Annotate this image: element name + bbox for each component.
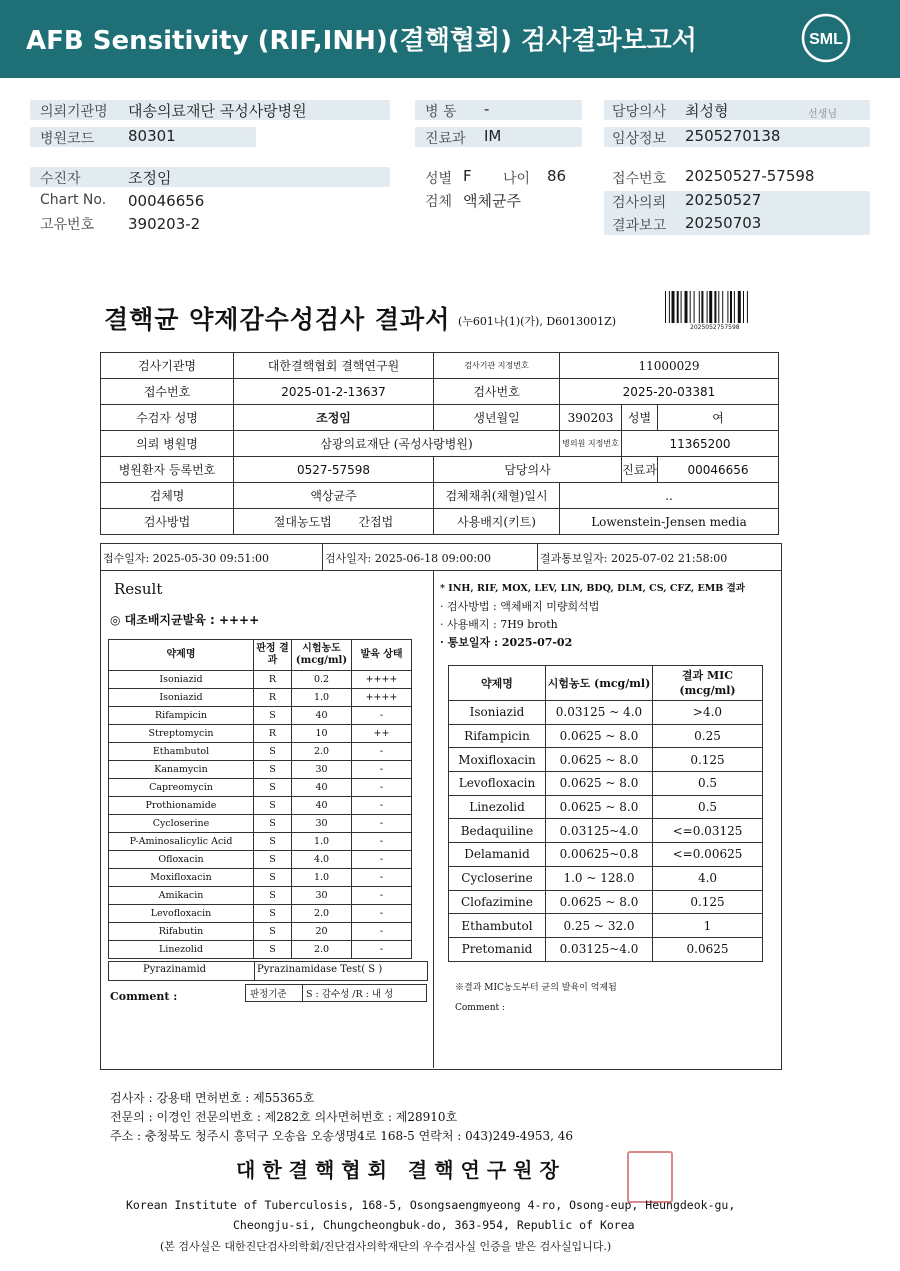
info-cell: 성별: [622, 405, 658, 431]
t1-cell: Ethambutol: [109, 743, 254, 761]
t1-row: [109, 833, 412, 851]
t2-cell: 0.03125 ~ 4.0: [546, 701, 653, 725]
t1-cell: Levofloxacin: [109, 905, 254, 923]
t2-cell: 0.00625~0.8: [546, 843, 653, 867]
t1-cell: -: [352, 815, 412, 833]
t2-row: [449, 866, 763, 890]
info-cell: 2025-20-03381: [560, 379, 779, 405]
t1-row: [109, 671, 412, 689]
t1-cell: Prothionamide: [109, 797, 254, 815]
sex-value: F: [463, 167, 472, 185]
sml-logo: [800, 12, 852, 64]
t2-cell: Linezolid: [449, 795, 546, 819]
t1-cell: P-Aminosalicylic Acid: [109, 833, 254, 851]
sex-label: 성별: [425, 171, 453, 187]
t1-cell: R: [254, 689, 292, 707]
age-label: 나이: [503, 171, 531, 187]
t1-cell: 2.0: [292, 905, 352, 923]
chart-label: Chart No.: [40, 192, 107, 208]
t2-cell: Bedaquiline: [449, 819, 546, 843]
info-cell: 병원환자 등록번호: [101, 457, 234, 483]
t2-row: [449, 795, 763, 819]
t2-row: [449, 914, 763, 938]
t2-cell: Isoniazid: [449, 701, 546, 725]
doc-value: 최성형: [685, 102, 729, 120]
t1-row: [109, 779, 412, 797]
t1-header: 발육 상태: [352, 640, 412, 671]
criteria-label: 판정기준: [250, 989, 287, 1000]
t1-header: 판정 결과: [254, 640, 292, 671]
req-value: 20250527: [685, 191, 762, 209]
age-value: 86: [547, 167, 567, 185]
criteria-divider: [302, 985, 303, 1001]
t1-cell: 10: [292, 725, 352, 743]
t2-cell: Rifampicin: [449, 724, 546, 748]
t2-row: [449, 748, 763, 772]
t1-cell: 20: [292, 923, 352, 941]
footer-org: 대한결핵협회 결핵연구원장: [236, 1158, 566, 1182]
t2-cell: 0.0625: [653, 937, 763, 961]
t1-cell: 40: [292, 797, 352, 815]
info-cell: 검사기관 지정번호: [434, 353, 560, 379]
t1-cell: S: [254, 779, 292, 797]
info-cell: 검사번호: [434, 379, 560, 405]
t1-cell: 1.0: [292, 689, 352, 707]
t2-row: [449, 937, 763, 961]
t1-cell: -: [352, 905, 412, 923]
t2-header: 결과 MIC (mcg/ml): [653, 666, 763, 701]
barcode-image: [665, 291, 775, 323]
t2-cell: >4.0: [653, 701, 763, 725]
t1-cell: S: [254, 707, 292, 725]
logo-text: SML: [809, 31, 843, 48]
t2-row: [449, 772, 763, 796]
t1-row: [109, 941, 412, 959]
t1-cell: Cycloserine: [109, 815, 254, 833]
t2-cell: 1: [653, 914, 763, 938]
footer-en-2: Cheongju-si, Chungcheongbuk-do, 363-954, Republic of Korea: [233, 1218, 635, 1232]
t1-row: [109, 743, 412, 761]
comment-label: Comment :: [110, 990, 178, 1003]
criteria-box: [245, 984, 427, 1002]
t2-cell: Moxifloxacin: [449, 748, 546, 772]
t2-row: [449, 819, 763, 843]
rep-label: 결과보고: [612, 218, 667, 234]
t1-cell: S: [254, 923, 292, 941]
dates-row: [100, 543, 782, 571]
t2-row: [449, 843, 763, 867]
t1-row: [109, 869, 412, 887]
t1-cell: S: [254, 869, 292, 887]
t2-row: [449, 701, 763, 725]
info-cell: 2025-01-2-13637: [234, 379, 434, 405]
footer-en-1: Korean Institute of Tuberculosis, 168-5, Osongsaengmyeong 4-ro, Osong-eup, Heungdeok-gu,: [126, 1198, 736, 1212]
t1-cell: S: [254, 833, 292, 851]
t1-cell: 40: [292, 779, 352, 797]
t2-cell: <=0.03125: [653, 819, 763, 843]
doc-label: 담당의사: [612, 104, 667, 120]
report-header: [0, 0, 900, 78]
spec-value: 액체균주: [463, 192, 521, 210]
t2-cell: Ethambutol: [449, 914, 546, 938]
info-cell: 조정임: [234, 405, 434, 431]
t1-row: [109, 905, 412, 923]
t1-cell: Capreomycin: [109, 779, 254, 797]
info-cell: 검체채취(채혈)일시: [434, 483, 560, 509]
t2-cell: 0.03125~4.0: [546, 937, 653, 961]
t1-cell: R: [254, 725, 292, 743]
info-cell: ..: [560, 483, 779, 509]
inst-label: 의뢰기관명: [40, 104, 108, 120]
t2-row: [449, 890, 763, 914]
t2-cell: 0.25: [653, 724, 763, 748]
t1-cell: Moxifloxacin: [109, 869, 254, 887]
t1-cell: 30: [292, 887, 352, 905]
info-cell: 수검자 성명: [101, 405, 234, 431]
t2-cell: 0.125: [653, 890, 763, 914]
t1-cell: -: [352, 707, 412, 725]
t1-cell: -: [352, 869, 412, 887]
t2-cell: 4.0: [653, 866, 763, 890]
info-cell: 접수번호: [101, 379, 234, 405]
t1-cell: R: [254, 671, 292, 689]
t1-row: [109, 851, 412, 869]
t1-cell: Streptomycin: [109, 725, 254, 743]
t1-cell: -: [352, 923, 412, 941]
info-cell: 0527-57598: [234, 457, 434, 483]
mic-comment: Comment :: [455, 1003, 506, 1013]
t1-cell: 0.2: [292, 671, 352, 689]
info-cell: 사용배지(키트): [434, 509, 560, 535]
info-cell: 의뢰 병원명: [101, 431, 234, 457]
recv-label: 접수번호: [612, 171, 667, 187]
t1-cell: S: [254, 761, 292, 779]
info-cell: 11365200: [622, 431, 779, 457]
t1-cell: 1.0: [292, 869, 352, 887]
dept-label: 진료과: [425, 131, 466, 147]
t1-row: [109, 761, 412, 779]
inst-value: 대송의료재단 곡성사랑병원: [128, 102, 307, 120]
t2-cell: 0.0625 ~ 8.0: [546, 890, 653, 914]
t1-cell: 1.0: [292, 833, 352, 851]
t1-row: [109, 725, 412, 743]
barcode-number: 2025052757598: [690, 324, 740, 331]
pyr-drug: Pyrazinamid: [143, 964, 207, 975]
solid-media-table: [108, 639, 412, 959]
t1-cell: ++++: [352, 671, 412, 689]
t1-cell: -: [352, 797, 412, 815]
dates-divider: [537, 544, 538, 570]
control-growth: ◎ 대조배지균발육 : ++++: [110, 613, 260, 627]
t2-cell: Delamanid: [449, 843, 546, 867]
t2-header: 약제명: [449, 666, 546, 701]
uid-value: 390203-2: [128, 215, 201, 233]
notify-date: 결과통보일자: 2025-07-02 21:58:00: [540, 552, 728, 565]
t1-cell: S: [254, 887, 292, 905]
recv-date: 접수일자: 2025-05-30 09:51:00: [103, 552, 270, 565]
t1-cell: Kanamycin: [109, 761, 254, 779]
info-cell: 검체명: [101, 483, 234, 509]
spec-label: 검체: [425, 194, 453, 210]
pyrazinamid-row: [108, 961, 428, 981]
t2-cell: Pretomanid: [449, 937, 546, 961]
rep-value: 20250703: [685, 214, 762, 232]
mic-footnote: ※결과 MIC농도부터 균의 발육이 억제됨: [455, 983, 617, 993]
t2-header: 시험농도 (mcg/ml): [546, 666, 653, 701]
report-doc-subtitle: (누601나(1)(가), D6013001Z): [458, 315, 617, 328]
mic-note-method: · 검사방법 : 액체배지 미량희석법: [440, 600, 600, 613]
footer-examiner: 검사자 : 강용태 면허번호 : 제55365호: [110, 1091, 315, 1105]
code-label: 병원코드: [40, 131, 95, 147]
report-title: AFB Sensitivity (RIF,INH)(결핵협회) 검사결과보고서: [26, 26, 697, 56]
info-cell: 11000029: [560, 353, 779, 379]
t1-cell: 30: [292, 815, 352, 833]
info-cell: 액상균주: [234, 483, 434, 509]
t1-cell: 2.0: [292, 743, 352, 761]
t1-cell: ++++: [352, 689, 412, 707]
info-cell: 진료과: [622, 457, 658, 483]
t1-cell: Rifabutin: [109, 923, 254, 941]
info-cell: 대한결핵협회 결핵연구원: [234, 353, 434, 379]
t2-cell: 1.0 ~ 128.0: [546, 866, 653, 890]
t1-row: [109, 923, 412, 941]
info-cell: 병의원 지정번호: [560, 431, 622, 457]
t1-cell: 30: [292, 761, 352, 779]
code-value: 80301: [128, 127, 176, 145]
name-bar: [30, 167, 390, 187]
mic-note-date: · 통보일자 : 2025-07-02: [440, 636, 573, 649]
t1-cell: 4.0: [292, 851, 352, 869]
result-label: Result: [114, 580, 163, 598]
clin-value: 2505270138: [685, 127, 781, 145]
info-cell: 생년월일: [434, 405, 560, 431]
t1-cell: -: [352, 833, 412, 851]
ward-value: -: [484, 100, 490, 118]
t1-cell: 40: [292, 707, 352, 725]
t1-cell: Amikacin: [109, 887, 254, 905]
method-b: 간접법: [358, 515, 394, 529]
t2-cell: Levofloxacin: [449, 772, 546, 796]
t1-cell: S: [254, 815, 292, 833]
t1-cell: Rifampicin: [109, 707, 254, 725]
t1-row: [109, 797, 412, 815]
footer-address: 주소 : 충청북도 청주시 흥덕구 오송읍 오송생명4로 168-5 연락처 : 043)249-4953, 46: [110, 1129, 574, 1143]
results-divider: [433, 570, 434, 1068]
ward-label: 병 동: [425, 104, 457, 120]
t1-header: 시험농도 (mcg/ml): [292, 640, 352, 671]
method-a: 절대농도법: [273, 515, 332, 529]
t1-row: [109, 815, 412, 833]
footer-specialist: 전문의 : 이경인 전문의번호 : 제282호 의사면허번호 : 제28910호: [110, 1110, 458, 1124]
doc-suffix: 선생님: [808, 109, 837, 120]
info-cell: 여: [658, 405, 779, 431]
t2-cell: 0.03125~4.0: [546, 819, 653, 843]
t1-cell: -: [352, 761, 412, 779]
chart-value: 00046656: [128, 192, 205, 210]
mic-note-media: · 사용배지 : 7H9 broth: [440, 618, 558, 631]
info-cell: 삼광의료재단 (곡성사랑병원): [234, 431, 560, 457]
t1-cell: 2.0: [292, 941, 352, 959]
t1-row: [109, 887, 412, 905]
mic-note-title: * INH, RIF, MOX, LEV, LIN, BDQ, DLM, CS, CFZ, EMB 결과: [440, 583, 745, 594]
uid-label: 고유번호: [40, 217, 95, 233]
t2-cell: 0.0625 ~ 8.0: [546, 795, 653, 819]
footer-cert: (본 검사실은 대한진단검사의학회/진단검사의학재단의 우수검사실 인증을 받은 검사실입니다.): [160, 1240, 612, 1253]
t1-cell: S: [254, 941, 292, 959]
t1-cell: S: [254, 743, 292, 761]
info-cell: 담당의사: [434, 457, 622, 483]
t2-cell: 0.5: [653, 795, 763, 819]
t1-cell: S: [254, 905, 292, 923]
dept-value: IM: [484, 127, 502, 145]
t1-cell: Linezolid: [109, 941, 254, 959]
t1-cell: Ofloxacin: [109, 851, 254, 869]
t1-cell: -: [352, 851, 412, 869]
t1-cell: ++: [352, 725, 412, 743]
name-value: 조정임: [128, 169, 172, 187]
t1-cell: -: [352, 887, 412, 905]
t2-cell: 0.0625 ~ 8.0: [546, 748, 653, 772]
t1-cell: Isoniazid: [109, 671, 254, 689]
t1-header: 약제명: [109, 640, 254, 671]
t2-cell: 0.125: [653, 748, 763, 772]
info-cell: 00046656: [658, 457, 779, 483]
info-cell: 검사기관명: [101, 353, 234, 379]
t1-row: [109, 707, 412, 725]
info-cell: [234, 509, 434, 535]
t2-row: [449, 724, 763, 748]
report-doc-title: 결핵균 약제감수성검사 결과서: [104, 305, 451, 334]
t1-cell: -: [352, 941, 412, 959]
info-cell: 검사방법: [101, 509, 234, 535]
report-info-table: [100, 352, 779, 535]
t1-cell: -: [352, 743, 412, 761]
t1-cell: S: [254, 851, 292, 869]
clin-label: 임상정보: [612, 131, 667, 147]
t1-cell: Isoniazid: [109, 689, 254, 707]
info-cell: 390203: [560, 405, 622, 431]
t1-cell: -: [352, 779, 412, 797]
t2-cell: 0.25 ~ 32.0: [546, 914, 653, 938]
dates-divider: [322, 544, 323, 570]
official-seal: [627, 1151, 673, 1203]
t2-cell: 0.0625 ~ 8.0: [546, 724, 653, 748]
t2-cell: 0.0625 ~ 8.0: [546, 772, 653, 796]
mic-table: [448, 665, 763, 962]
pyr-divider: [254, 962, 255, 980]
test-date: 검사일자: 2025-06-18 09:00:00: [325, 552, 492, 565]
pyr-result: Pyrazinamidase Test( S ): [257, 964, 383, 975]
criteria-value: S : 감수성 /R : 내 성: [306, 989, 394, 1000]
info-cell: Lowenstein-Jensen media: [560, 509, 779, 535]
name-label: 수진자: [40, 171, 81, 187]
req-label: 검사의뢰: [612, 195, 667, 211]
t1-row: [109, 689, 412, 707]
recv-value: 20250527-57598: [685, 167, 815, 185]
t1-cell: S: [254, 797, 292, 815]
t2-cell: <=0.00625: [653, 843, 763, 867]
t2-cell: 0.5: [653, 772, 763, 796]
t2-cell: Clofazimine: [449, 890, 546, 914]
t2-cell: Cycloserine: [449, 866, 546, 890]
